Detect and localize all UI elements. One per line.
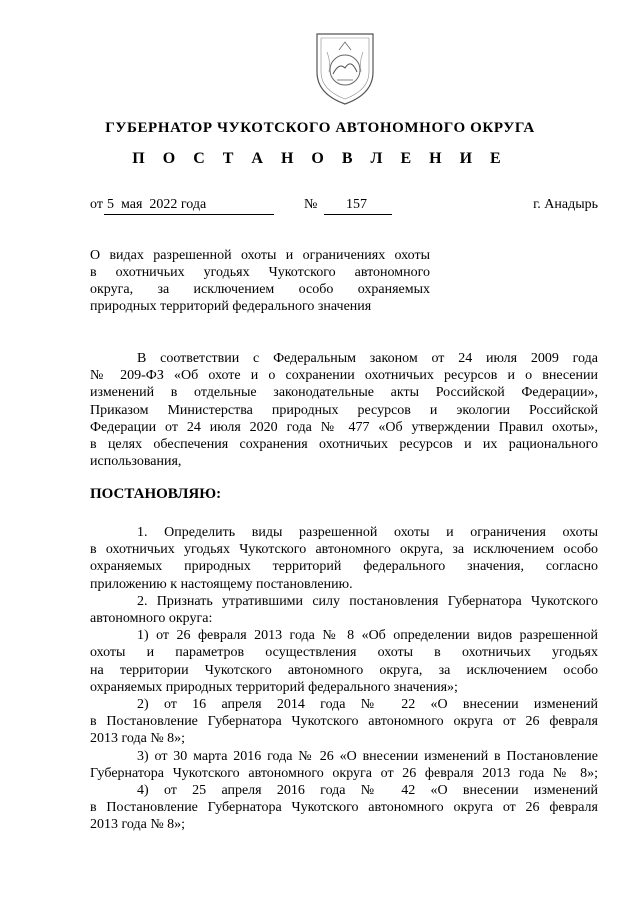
- subject-line: в охотничьих угодьях Чукотского автономного: [90, 265, 430, 280]
- number-underline: [324, 214, 392, 215]
- body-line: в Постановление Губернатора Чукотского автономного округа от 26 февраля: [90, 714, 598, 730]
- preamble-line: В соответствии с Федеральным законом от 24 июля 2009 года: [137, 351, 598, 366]
- emblem-svg: [309, 28, 381, 108]
- body-line: 2) от 16 апреля 2014 года № 22 «О внесении изменений: [137, 697, 598, 713]
- date-underline: [104, 214, 274, 215]
- decree-title: П О С Т А Н О В Л Е Н И Е: [132, 150, 508, 167]
- decree-number: 157: [346, 197, 367, 212]
- body-line: 4) от 25 апреля 2016 года № 42 «О внесении изменений: [137, 783, 598, 799]
- body-line: 2. Признать утратившими силу постановления Губернатора Чукотского: [137, 593, 598, 609]
- body-line: 2013 года № 8»;: [90, 817, 186, 833]
- body-line: Губернатора Чукотского автономного округа от 26 февраля 2013 года № 8»;: [90, 765, 598, 781]
- subject-line: природных территорий федерального значения: [90, 299, 372, 314]
- body-line: 2013 года № 8»;: [90, 731, 186, 747]
- subject-line: округа, за исключением особо охраняемых: [90, 282, 430, 297]
- preamble-line: использования,: [90, 454, 182, 470]
- body-line: в охотничьих угодьях Чукотского автономного округа, за исключением особо: [90, 542, 598, 558]
- body-line: 1) от 26 февраля 2013 года № 8 «Об определении видов разрешенной: [137, 628, 598, 644]
- body-line: 3) от 30 марта 2016 года № 26 «О внесении изменений в Постановление: [137, 748, 598, 764]
- dateline: [90, 197, 598, 217]
- body-line: охраняемых природных территорий федерального значения»;: [90, 679, 458, 695]
- preamble-line: Федерации от 24 июля 2020 года № 477 «Об утверждении Правил охоты»,: [90, 419, 598, 435]
- from-label: от: [90, 197, 103, 212]
- preamble-line: Приказом Министерства природных ресурсов и экологии Российской: [90, 402, 598, 418]
- preamble: [90, 350, 598, 470]
- decree-date: 5 мая 2022 года: [107, 197, 207, 212]
- body-line: на территории Чукотского автономного округа, за исключением особо: [90, 662, 598, 678]
- body-line: в Постановление Губернатора Чукотского автономного округа от 26 февраля: [90, 800, 598, 816]
- chukotka-coat-of-arms-icon: [309, 28, 381, 108]
- body-line: охоты и параметров осуществления охоты в охотничьих угодьях: [90, 645, 598, 661]
- body-line: автономного округа:: [90, 611, 213, 627]
- resolve-heading: ПОСТАНОВЛЯЮ:: [90, 486, 222, 502]
- body-line: приложению к настоящему постановлению.: [90, 576, 353, 592]
- place-name: г. Анадырь: [533, 197, 598, 212]
- preamble-line: в целях обеспечения сохранения охотничьих ресурсов и их рационального: [90, 437, 598, 453]
- subject-line: О видах разрешенной охоты и ограничениях охоты: [90, 248, 430, 263]
- body-line: охраняемых природных территорий федерального значения, согласно: [90, 559, 598, 575]
- body-line: 1. Определить виды разрешенной охоты и ограничения охоты: [137, 525, 598, 540]
- decree-body: [90, 524, 598, 834]
- number-label: №: [304, 197, 318, 212]
- decree-subject: [90, 247, 430, 315]
- preamble-line: № 209-ФЗ «Об охоте и о сохранении охотничьих ресурсов и о внесении: [90, 368, 598, 384]
- governor-title: ГУБЕРНАТОР ЧУКОТСКОГО АВТОНОМНОГО ОКРУГА: [105, 120, 535, 136]
- preamble-line: изменений в отдельные законодательные акты Российской Федерации»,: [90, 385, 598, 401]
